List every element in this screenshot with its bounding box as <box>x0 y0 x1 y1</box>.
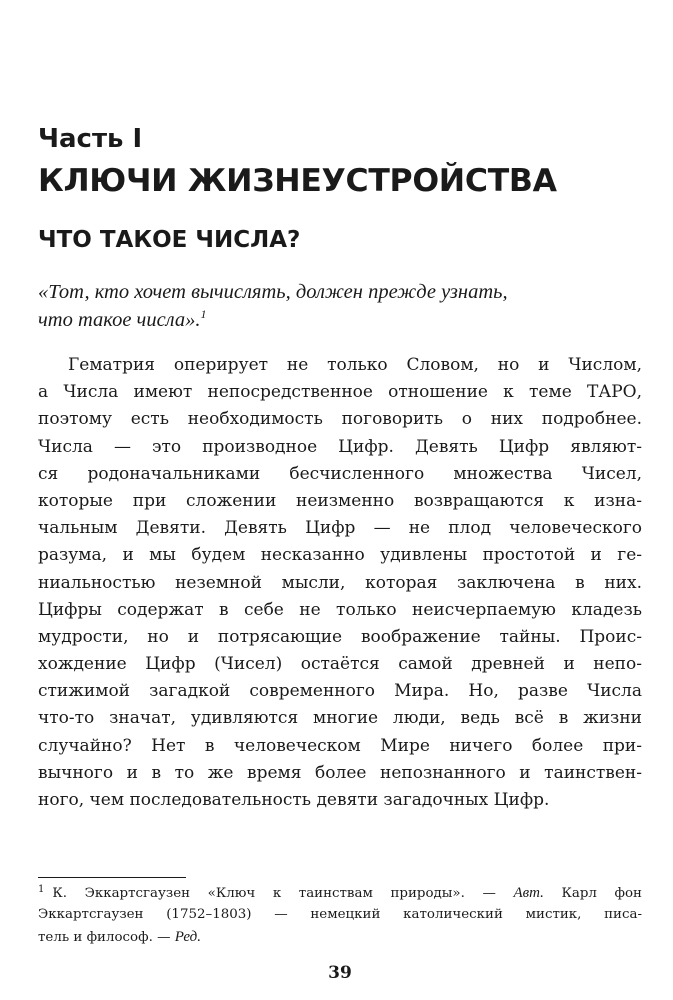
footnote-divider <box>38 877 186 878</box>
footnote-reference[interactable]: 1 <box>200 307 207 322</box>
page-number: 39 <box>328 963 352 983</box>
text-line: ниальностью неземной мысли, которая заключена в них. <box>38 572 642 593</box>
epigraph-line: «Тот, кто хочет вычислять, должен прежде узнать, <box>38 281 508 303</box>
part-label: Часть I <box>38 124 143 154</box>
footnote-number: 1 <box>38 883 45 895</box>
footnote-author-note: Авт. <box>513 885 544 901</box>
text-line: чальным Девяти. Девять Цифр — не плод человеческого <box>38 518 642 539</box>
footnote-text: тель и философ. — <box>38 930 171 945</box>
book-page <box>38 0 644 1000</box>
body-paragraph <box>38 352 642 814</box>
footnote-line: Эккартсгаузен (1752–1803) — немецкий католический мистик, писа- <box>38 907 642 922</box>
text-line: ся родоначальниками бесчисленного множества Чисел, <box>38 463 642 484</box>
text-line: поэтому есть необходимость поговорить о них подробнее. <box>38 409 642 430</box>
text-line: которые при сложении неизменно возвращаются к изна- <box>38 490 642 511</box>
text-line: ного, чем последовательность девяти загадочных Цифр. <box>38 790 550 810</box>
epigraph <box>38 278 628 334</box>
text-line: случайно? Нет в человеческом Мире ничего более при- <box>38 735 642 756</box>
footnote-line <box>38 926 642 948</box>
footnote-line <box>38 882 642 904</box>
chapter-title: ЧТО ТАКОЕ ЧИСЛА? <box>38 227 301 253</box>
text-line: Гематрия оперирует не только Словом, но и Числом, <box>68 355 642 375</box>
epigraph-line: что такое числа». <box>38 309 201 331</box>
text-line: что-то значат, удивляются многие люди, ведь всё в жизни <box>38 708 642 729</box>
part-title: КЛЮЧИ ЖИЗНЕУСТРОЙСТВА <box>38 163 557 199</box>
text-line: а Числа имеют непосредственное отношение к теме ТАРО, <box>38 382 642 403</box>
text-line: стижимой загадкой современного Мира. Но, разве Числа <box>38 681 642 702</box>
footnote-editor-note: Ред. <box>174 929 202 945</box>
text-line: мудрости, но и потрясающие воображение тайны. Проис- <box>38 626 642 647</box>
footnote-text: К. Эккартсгаузен «Ключ к таинствам природы». — <box>52 886 496 901</box>
footnote-text: Карл фон <box>561 886 642 901</box>
text-line: Числа — это производное Цифр. Девять Цифр являют- <box>38 436 642 457</box>
text-line: хождение Цифр (Чисел) остаётся самой древней и непо- <box>38 654 642 675</box>
text-line: вычного и в то же время более непознанного и таинствен- <box>38 762 642 783</box>
footnote <box>38 882 642 948</box>
text-line: разума, и мы будем несказанно удивлены простотой и ге- <box>38 545 642 566</box>
text-line: Цифры содержат в себе не только неисчерпаемую кладезь <box>38 599 642 620</box>
